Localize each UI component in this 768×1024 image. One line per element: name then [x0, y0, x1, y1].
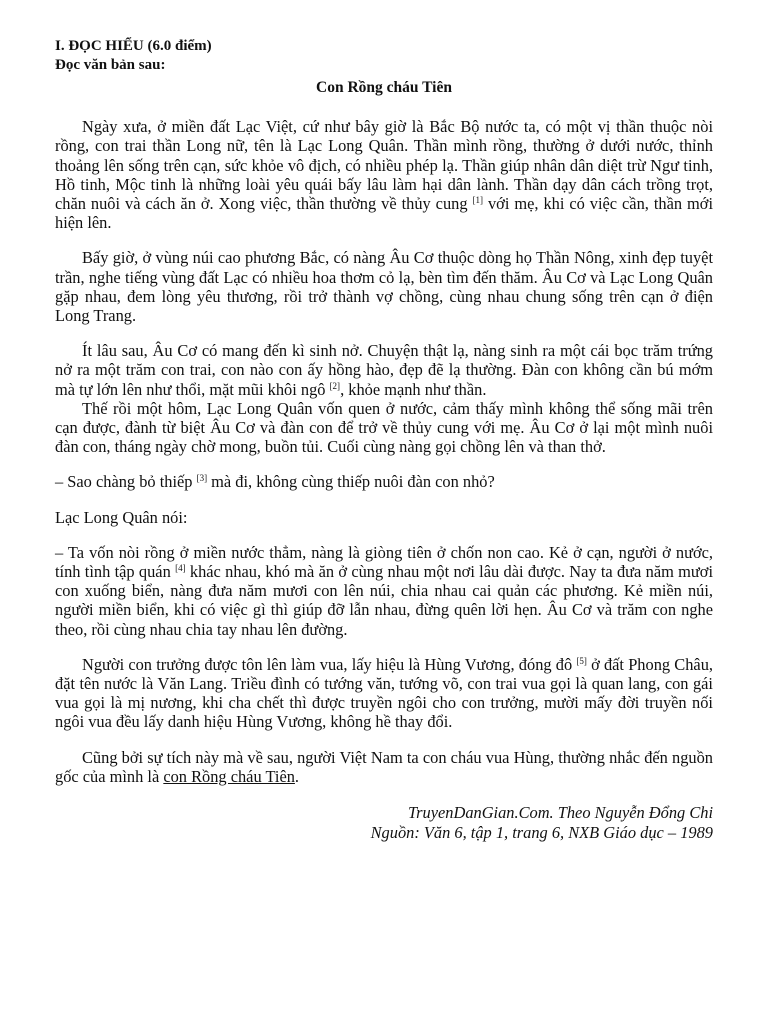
footnote-ref-5: [5]: [576, 655, 587, 666]
paragraph-hung-vuong: [55, 655, 713, 732]
paragraph-4: Thế rồi một hôm, Lạc Long Quân vốn quen ở nước, cảm thấy mình không thể sống mãi trên cạn được, đành từ biệt Âu Cơ và đàn con để trở về thủy cung với mẹ. Âu Cơ ở lại một mình nuôi đàn con, tháng ngày chờ mong, buồn tủi. Cuối cùng nàng gọi chồng lên và than thở.: [55, 398, 713, 457]
source-line-1: TruyenDanGian.Com. Theo Nguyễn Đổng Chi: [407, 803, 713, 823]
source-line-2: Nguồn: Văn 6, tập 1, trang 6, NXB Giáo dục – 1989: [370, 823, 713, 843]
paragraph-conclusion-text-b: .: [294, 766, 300, 786]
paragraph-1: [55, 117, 713, 232]
story-title: Con Rồng cháu Tiên: [316, 79, 452, 96]
paragraph-1-text-a: Ngày xưa, ở miền đất Lạc Việt, cứ như bây giờ là Bắc Bộ nước ta, có một vị thần thuộc nòi rồng, con trai thần Long nữ, tên là Lạc Long Quân. Thần mình rồng, thường ở dưới nước, thỉnh thoảng lên sống trên cạn, sức khỏe vô địch, có nhiều phép lạ. Thần giúp nhân dân diệt trừ Ngư tinh, Hồ tinh, Mộc tinh là những loài yêu quái bấy lâu làm hại dân lành. Thần dạy dân cách trồng trọt, chăn nuôi và cách ăn ở. Xong việc, thần thường về thủy cung: [55, 117, 713, 214]
paragraph-hung-vuong-text-a: Người con trưởng được tôn lên làm vua, lấy hiệu là Hùng Vương, đóng đô: [82, 654, 577, 674]
footnote-ref-2: [2]: [329, 380, 341, 391]
footnote-ref-4: [4]: [175, 563, 186, 574]
paragraph-conclusion-text-a: Cũng bởi sự tích này mà về sau, người Việt Nam ta con cháu vua Hùng, thường nhắc đến nguồn gốc của mình là: [55, 747, 713, 786]
paragraph-3: [55, 341, 713, 399]
dialogue-llq-text-b: khác nhau, khó mà ăn ở cùng nhau một nơi lâu dài được. Nay ta đưa năm mươi con xuống biển, nàng đưa năm mươi con lên núi, chia nhau cai quản các phương. Kẻ miền núi, người miền biển, khi có việc gì thì giúp đỡ lẫn nhau, đừng quên lời hẹn. Âu Cơ và trăm con nghe theo, rồi cùng nhau chia tay nhau lên đường.: [55, 562, 713, 639]
paragraph-3-text-a: Ít lâu sau, Âu Cơ có mang đến kì sinh nở. Chuyện thật lạ, nàng sinh ra một cái bọc trăm trứng nở ra một trăm con trai, con nào con ấy hồng hào, đẹp đẽ lạ thường. Đàn con không cần bú mớm mà tự lớn lên như thổi, mặt mũi khôi ngô: [55, 341, 713, 399]
dialogue-au-co: [55, 472, 713, 491]
paragraph-2: Bấy giờ, ở vùng núi cao phương Bắc, có nàng Âu Cơ thuộc dòng họ Thần Nông, xinh đẹp tuyệt trần, nghe tiếng vùng đất Lạc có nhiều hoa thơm cỏ lạ, bèn tìm đến thăm. Âu Cơ và Lạc Long Quân gặp nhau, đem lòng yêu thương, rồi trở thành vợ chồng, cùng nhau chung sống trên cạn ở điện Long Trang.: [55, 248, 713, 326]
speaker-line: Lạc Long Quân nói:: [55, 507, 188, 527]
dialogue-llq-text-a: – Ta vốn nòi rồng ở miền nước thẳm, nàng là giòng tiên ở chốn non cao. Kẻ ở cạn, người ở nước, tính tình tập quán: [55, 542, 713, 582]
source-citation: [55, 803, 713, 843]
reading-instruction: Đọc văn bản sau:: [55, 57, 166, 73]
paragraph-3-text-b: , khỏe mạnh như thần.: [340, 379, 487, 399]
dialogue-lac-long-quan: [55, 543, 713, 639]
paragraph-hung-vuong-text-b: ở đất Phong Châu, đặt tên nước là Văn Lang. Triều đình có tướng văn, tướng võ, con trai vua gọi là quan lang, con gái vua gọi là mị nương, khi cha chết thì được truyền ngôi cho con trưởng, mười mấy đời truyền nối ngôi vua đều lấy danh hiệu Hùng Vương, không hề thay đổi.: [55, 654, 713, 732]
footnote-ref-3: [3]: [196, 473, 208, 484]
section-heading: I. ĐỌC HIỂU (6.0 điểm): [55, 38, 212, 54]
dialogue-au-co-text-b: mà đi, không cùng thiếp nuôi đàn con nhỏ?: [207, 472, 495, 492]
document-page: [55, 37, 713, 843]
paragraph-1-text-b: với mẹ, khi có việc cần, thần mới hiện lên.: [55, 194, 713, 233]
dialogue-au-co-text-a: – Sao chàng bỏ thiếp: [55, 472, 197, 492]
paragraph-conclusion: [55, 748, 713, 786]
underlined-phrase: con Rồng cháu Tiên: [163, 766, 295, 786]
footnote-ref-1: [1]: [472, 195, 484, 206]
